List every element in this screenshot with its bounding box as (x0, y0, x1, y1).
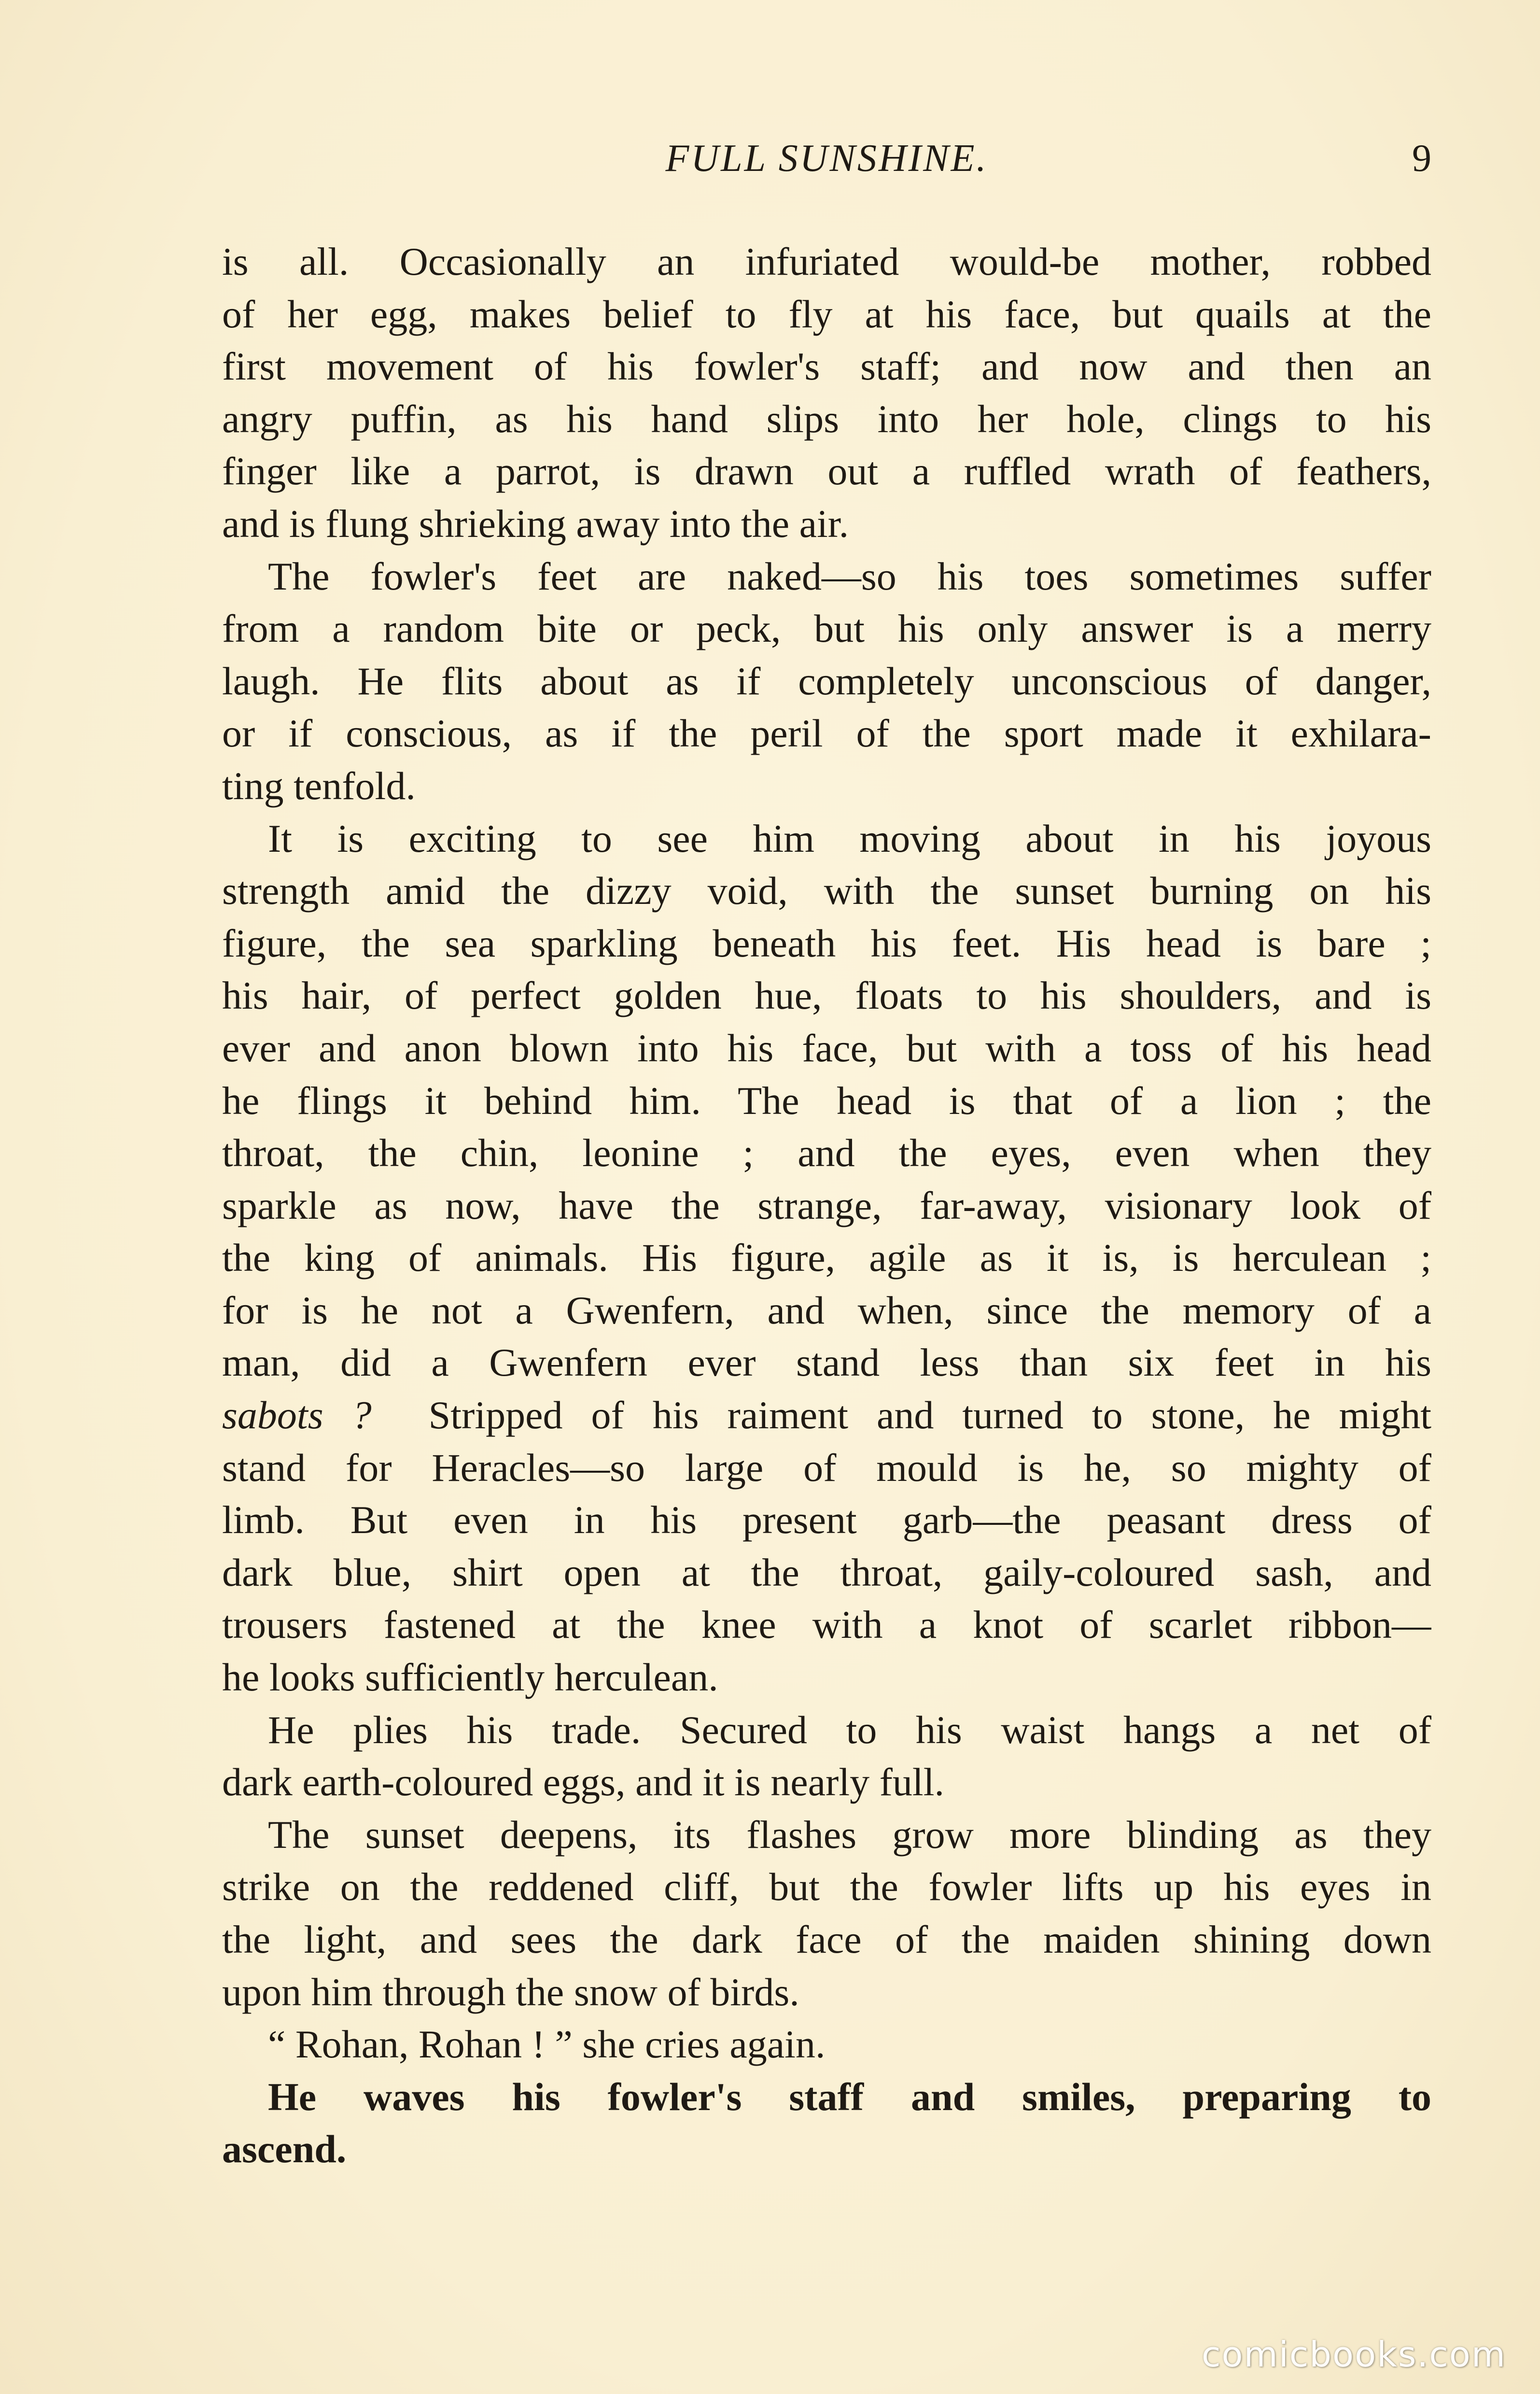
text-line: strength amid the dizzy void, with the sunset burning on his (222, 869, 1431, 913)
text-line: he flings it behind him. The head is that of a lion ; the (222, 1078, 1431, 1123)
text-line: It is exciting to see him moving about in his joyous (268, 816, 1431, 860)
text-line: or if conscious, as if the peril of the sport made it exhilara- (222, 711, 1431, 756)
text-line: ting tenfold. (222, 763, 416, 808)
running-title: FULL SUNSHINE. (665, 137, 988, 180)
text-line: and is flung shrieking away into the air. (222, 501, 849, 546)
text-line: of her egg, makes belief to fly at his face, but quails at the (222, 292, 1431, 336)
text-line: throat, the chin, leonine ; and the eyes, even when they (222, 1131, 1431, 1175)
text-line: sparkle as now, have the strange, far-away, visionary look of (222, 1183, 1431, 1227)
text-line: ascend. (222, 2127, 347, 2171)
text-line: He waves his fowler's staff and smiles, preparing to (268, 2074, 1431, 2119)
text-line: The fowler's feet are naked—so his toes sometimes suffer (268, 554, 1431, 598)
text-line: upon him through the snow of birds. (222, 1970, 799, 2014)
text-line: finger like a parrot, is drawn out a ruffled wrath of feathers, (222, 449, 1431, 493)
text-line: trousers fastened at the knee with a knot of scarlet ribbon— (222, 1603, 1431, 1647)
page-header (222, 134, 1431, 187)
text-line-italic-start (222, 1389, 1431, 1442)
text-line: The sunset deepens, its flashes grow more blinding as they (268, 1812, 1431, 1857)
text-line: he looks sufficiently herculean. (222, 1655, 718, 1700)
text-line: man, did a Gwenfern ever stand less than six feet in his (222, 1340, 1431, 1385)
italic-word: sabots ? (222, 1393, 372, 1437)
watermark: comicbooks.com (1201, 2334, 1506, 2375)
text-line: is all. Occasionally an infuriated would-be mother, robbed (222, 239, 1431, 283)
text-line: strike on the reddened cliff, but the fowler lifts up his eyes in (222, 1865, 1431, 1909)
text-line: limb. But even in his present garb—the peasant dress of (222, 1498, 1431, 1542)
text-line: dark blue, shirt open at the throat, gaily-coloured sash, and (222, 1550, 1431, 1594)
body-text (222, 236, 1431, 2176)
text-line: He plies his trade. Secured to his waist hangs a net of (268, 1707, 1431, 1752)
text-line: “ Rohan, Rohan ! ” she cries again. (268, 2022, 826, 2067)
page-number: 9 (1412, 137, 1431, 180)
text-line: stand for Heracles—so large of mould is he, so mighty of (222, 1445, 1431, 1490)
text-line-rest: Stripped of his raiment and turned to stone, he might (428, 1393, 1431, 1437)
text-line: the light, and sees the dark face of the maiden shining down (222, 1917, 1431, 1961)
text-line: the king of animals. His figure, agile as it is, is herculean ; (222, 1236, 1431, 1280)
text-line: first movement of his fowler's staff; and now and then an (222, 344, 1431, 389)
text-line: angry puffin, as his hand slips into her hole, clings to his (222, 396, 1431, 441)
text-line: for is he not a Gwenfern, and when, since the memory of a (222, 1288, 1431, 1332)
text-line: dark earth-coloured eggs, and it is nearly full. (222, 1760, 944, 1804)
text-line: laugh. He flits about as if completely unconscious of danger, (222, 659, 1431, 703)
text-line: his hair, of perfect golden hue, floats to his shoulders, and is (222, 973, 1431, 1018)
text-line: ever and anon blown into his face, but with a toss of his head (222, 1026, 1431, 1070)
text-line: figure, the sea sparkling beneath his feet. His head is bare ; (222, 921, 1431, 965)
text-line: from a random bite or peck, but his only answer is a merry (222, 606, 1431, 651)
